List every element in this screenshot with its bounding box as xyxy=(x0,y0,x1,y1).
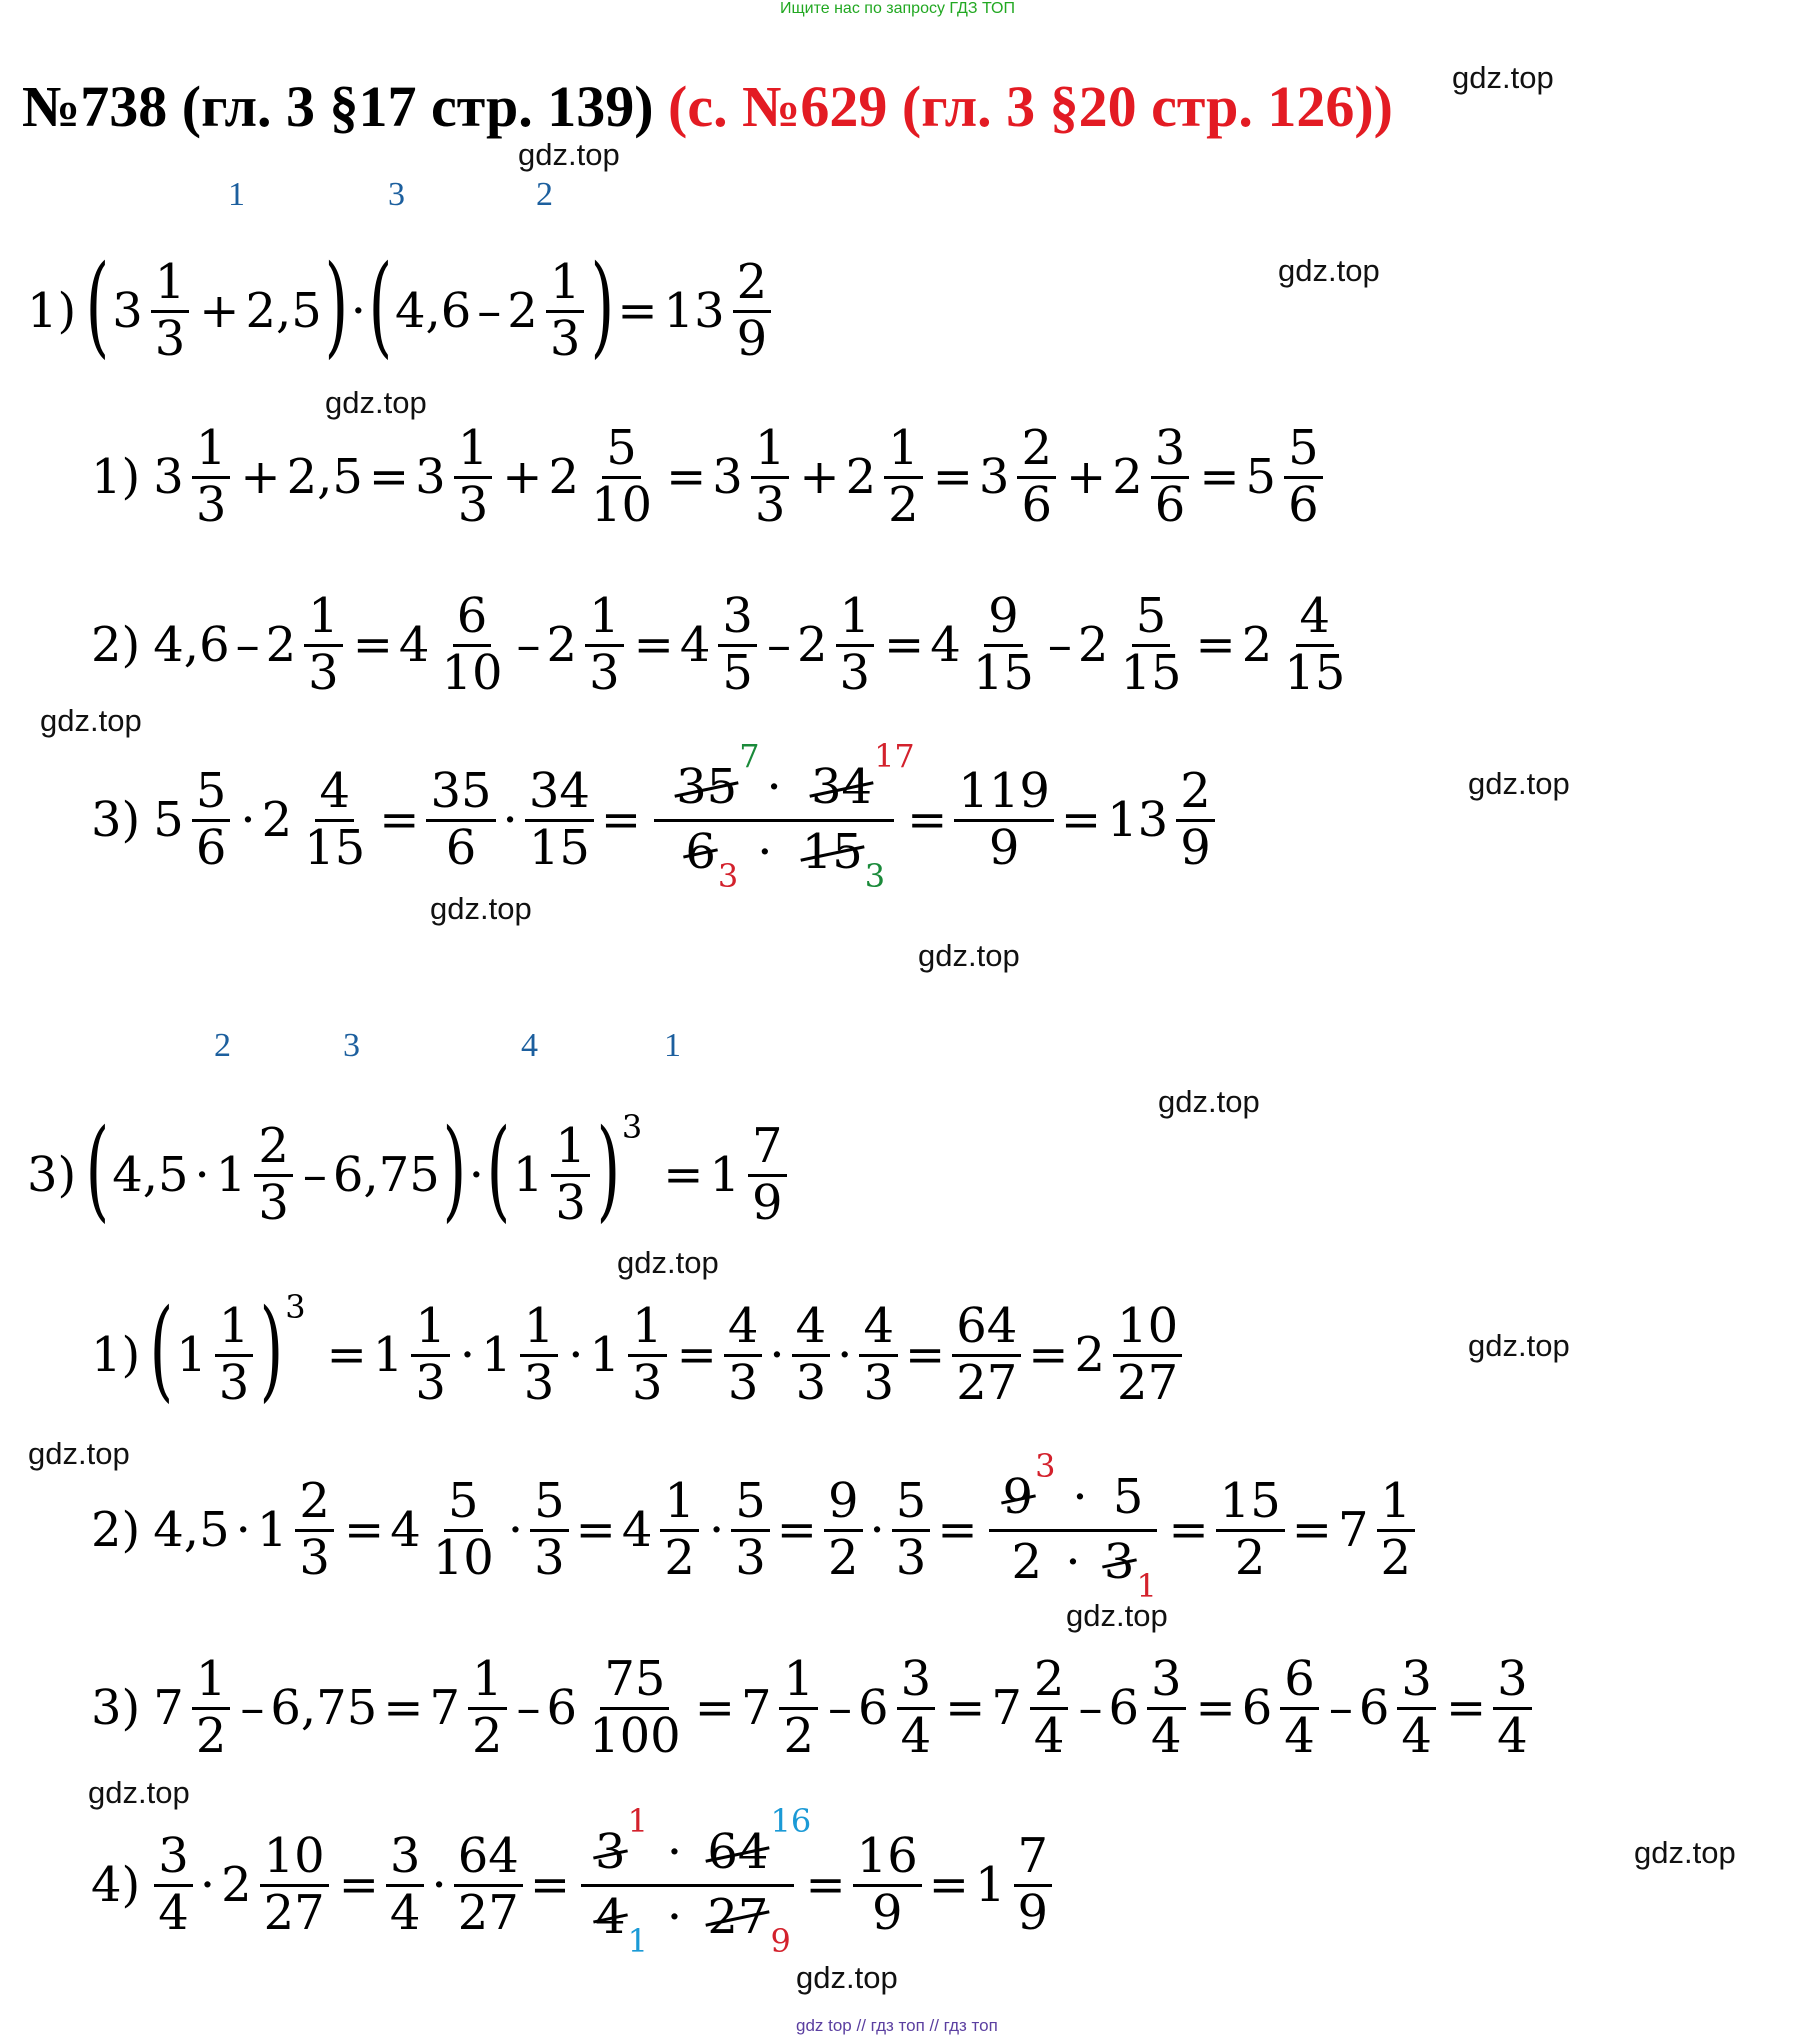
number: 4,5 xyxy=(112,1147,189,1203)
number: 6,75 xyxy=(270,1680,378,1736)
mixed-number: 1 $\frac{1}{3}$ xyxy=(481,1300,562,1411)
watermark: gdz.top xyxy=(430,891,532,926)
cancellation-fraction: 3 1 · 64 16 4 1 · 27 9 xyxy=(581,1826,794,1945)
task3-step4 xyxy=(88,1801,1059,1961)
mixed-number: 1 $\frac{1}{3}$ xyxy=(590,1300,671,1411)
paren-close: ) xyxy=(259,1285,284,1413)
mixed-number: 7 $\frac{1}{2}$ xyxy=(1338,1475,1419,1586)
operator: = xyxy=(676,1327,717,1383)
operator: – xyxy=(516,617,541,673)
watermark: gdz.top xyxy=(617,1245,719,1280)
fraction: $\frac{4}{3}$ xyxy=(859,1300,898,1411)
mixed-number: 2 $\frac{1}{3}$ xyxy=(266,590,347,701)
mixed-number: 6 $\frac{3}{4}$ xyxy=(1108,1653,1189,1764)
task-label: 1) xyxy=(27,283,77,339)
mixed-number: 1 $\frac{1}{3}$ xyxy=(176,1300,257,1411)
operator: · xyxy=(459,1327,476,1383)
operator: = xyxy=(352,617,393,673)
paren-open: ( xyxy=(149,1285,174,1413)
mixed-number: 2 $\frac{4}{15}$ xyxy=(261,762,366,876)
mixed-number: 2 $\frac{1}{3}$ xyxy=(547,590,628,701)
operator: = xyxy=(343,1502,385,1558)
number: 2,5 xyxy=(286,449,363,505)
fraction: $\frac{5}{3}$ xyxy=(530,1475,569,1586)
order-number: 3 xyxy=(388,176,405,213)
fraction: $\frac{3}{4}$ xyxy=(1493,1653,1532,1764)
watermark: gdz.top xyxy=(1158,1084,1260,1119)
operator: · xyxy=(568,1327,584,1383)
watermark: gdz.top xyxy=(1634,1835,1736,1870)
mixed-number: 2 $\frac{1}{3}$ xyxy=(507,256,588,367)
order-number: 2 xyxy=(536,176,553,213)
watermark: gdz.top xyxy=(28,1436,130,1471)
mixed-number: 1 $\frac{2}{3}$ xyxy=(216,1120,297,1231)
task3-step2 xyxy=(88,1446,1422,1606)
operator: = xyxy=(1028,1327,1069,1383)
mixed-number: 2 $\frac{5}{10}$ xyxy=(548,419,653,533)
mixed-number: 2 $\frac{10}{27}$ xyxy=(1075,1300,1187,1411)
mixed-number: 6 $\frac{6}{4}$ xyxy=(1242,1653,1323,1764)
operator: – xyxy=(1047,617,1072,673)
number: 4,6 xyxy=(153,617,230,673)
mixed-number: 2 $\frac{10}{27}$ xyxy=(221,1830,333,1941)
step-label: 3) xyxy=(91,1680,141,1736)
task3-expression xyxy=(24,1105,794,1240)
task1-step3 xyxy=(88,736,1222,896)
operator: – xyxy=(516,1680,541,1736)
fraction: $\frac{34}{15}$ xyxy=(525,765,594,876)
operator: + xyxy=(199,283,240,339)
operator: = xyxy=(338,1857,379,1913)
mixed-number: 3 $\frac{1}{3}$ xyxy=(112,256,193,367)
mixed-number: 4 $\frac{1}{2}$ xyxy=(622,1475,703,1586)
operator: = xyxy=(1195,617,1236,673)
fraction: $\frac{5}{3}$ xyxy=(892,1475,931,1586)
operator: · xyxy=(708,1502,725,1558)
operator: + xyxy=(1066,449,1107,505)
operator: – xyxy=(240,1680,265,1736)
operator: · xyxy=(240,792,256,848)
operator: = xyxy=(633,617,674,673)
watermark: gdz.top xyxy=(1278,253,1380,288)
order-number: 2 xyxy=(214,1027,231,1064)
operator: · xyxy=(199,1857,216,1913)
operator: = xyxy=(1199,449,1240,505)
mixed-number: 3 $\frac{1}{3}$ xyxy=(153,422,234,533)
watermark: gdz.top xyxy=(796,1960,898,1995)
fraction: $\frac{16}{9}$ xyxy=(853,1830,922,1941)
operator: · xyxy=(769,1327,785,1383)
mixed-number: 13 $\frac{2}{9}$ xyxy=(1107,765,1219,876)
operator: = xyxy=(1060,792,1102,848)
operator: = xyxy=(884,617,925,673)
mixed-number: 5 $\frac{5}{6}$ xyxy=(1246,422,1327,533)
watermark: gdz.top xyxy=(1452,60,1554,95)
paren-close: ) xyxy=(596,1105,621,1233)
operator: + xyxy=(799,449,840,505)
step-label: 1) xyxy=(91,449,141,505)
fraction: $\frac{4}{3}$ xyxy=(724,1300,763,1411)
operator: · xyxy=(431,1857,447,1913)
operator: – xyxy=(828,1680,853,1736)
mixed-number: 5 $\frac{5}{6}$ xyxy=(153,765,234,876)
operator: = xyxy=(663,1147,704,1203)
number: 4,5 xyxy=(153,1502,230,1558)
operator: = xyxy=(805,1857,846,1913)
watermark: gdz.top xyxy=(518,137,620,172)
mixed-number: 7 $\frac{2}{4}$ xyxy=(991,1653,1072,1764)
fraction: $\frac{4}{3}$ xyxy=(792,1300,831,1411)
operator: = xyxy=(1168,1502,1209,1558)
operator: = xyxy=(928,1857,969,1913)
operator: · xyxy=(468,1147,484,1203)
task3-step1 xyxy=(88,1285,1189,1420)
mixed-number: 2 $\frac{4}{15}$ xyxy=(1241,587,1346,701)
paren-open: ( xyxy=(85,1105,110,1233)
title-main: №738 (гл. 3 §17 стр. 139) xyxy=(22,74,654,139)
operator: = xyxy=(379,792,420,848)
search-hint[interactable]: Ищите нас по запросу ГДЗ ТОП xyxy=(780,0,1015,17)
paren-open: ( xyxy=(368,241,393,369)
operator: = xyxy=(575,1502,616,1558)
order-number: 1 xyxy=(228,176,245,213)
task-label: 3) xyxy=(27,1147,77,1203)
mixed-number: 1 $\frac{1}{3}$ xyxy=(373,1300,454,1411)
operator: · xyxy=(507,1502,524,1558)
exponent: 3 xyxy=(285,1288,306,1326)
operator: = xyxy=(1195,1680,1236,1736)
mixed-number: 4 $\frac{3}{5}$ xyxy=(680,590,761,701)
mixed-number: 4 $\frac{9}{15}$ xyxy=(930,587,1034,701)
step-label: 4) xyxy=(91,1857,141,1913)
operator: · xyxy=(869,1502,885,1558)
watermark: gdz.top xyxy=(325,385,427,420)
operator: = xyxy=(666,449,707,505)
exponent: 3 xyxy=(621,1108,643,1146)
operator: – xyxy=(1078,1680,1103,1736)
paren-close: ) xyxy=(324,241,349,369)
step-label: 1) xyxy=(91,1327,141,1383)
paren-open: ( xyxy=(85,241,110,369)
number: 6,75 xyxy=(332,1147,440,1203)
operator: · xyxy=(837,1327,853,1383)
mixed-number: 2 $\frac{3}{6}$ xyxy=(1112,422,1193,533)
watermark: gdz.top xyxy=(1066,1598,1168,1633)
cancellation-fraction: 35 7 · 34 17 6 3 · 15 3 xyxy=(654,761,894,880)
step-label: 2) xyxy=(91,617,141,673)
watermark: gdz.top xyxy=(88,1775,190,1810)
operator: = xyxy=(1445,1680,1487,1736)
order-number: 3 xyxy=(343,1027,360,1064)
operator: = xyxy=(326,1327,367,1383)
operator: = xyxy=(945,1680,986,1736)
number: 2,5 xyxy=(245,283,322,339)
operator: – xyxy=(302,1147,327,1203)
operator: = xyxy=(617,283,658,339)
watermark: gdz.top xyxy=(40,703,142,738)
operator: = xyxy=(937,1502,978,1558)
mixed-number: 6 $\frac{75}{100}$ xyxy=(546,1650,681,1764)
mixed-number: 13 $\frac{2}{9}$ xyxy=(664,256,776,367)
fraction: $\frac{9}{2}$ xyxy=(824,1475,863,1586)
task1-step1 xyxy=(88,412,1330,542)
watermark: gdz.top xyxy=(1468,1328,1570,1363)
operator: = xyxy=(907,792,948,848)
mixed-number: 1 $\frac{7}{9}$ xyxy=(709,1120,790,1231)
step-label: 3) xyxy=(91,792,141,848)
mixed-number: 2 $\frac{1}{2}$ xyxy=(846,422,927,533)
step-label: 2) xyxy=(91,1502,141,1558)
operator: = xyxy=(600,792,642,848)
operator: · xyxy=(235,1502,251,1558)
fraction: $\frac{64}{27}$ xyxy=(952,1300,1021,1411)
operator: = xyxy=(932,449,973,505)
mixed-number: 2 $\frac{1}{3}$ xyxy=(797,590,878,701)
operator: · xyxy=(350,283,367,339)
operator: · xyxy=(194,1147,210,1203)
cancellation-fraction: 9 3 · 5 2 · 3 1 xyxy=(989,1471,1158,1590)
mixed-number: 3 $\frac{1}{3}$ xyxy=(415,422,496,533)
fraction: $\frac{3}{4}$ xyxy=(386,1830,425,1941)
watermark: gdz.top xyxy=(1468,766,1570,801)
mixed-number: 4 $\frac{6}{10}$ xyxy=(398,587,503,701)
mixed-number: 2 $\frac{5}{15}$ xyxy=(1077,587,1182,701)
order-number: 4 xyxy=(521,1027,538,1064)
operator: = xyxy=(776,1502,817,1558)
operator: – xyxy=(235,617,260,673)
operator: = xyxy=(694,1680,735,1736)
number: 4,6 xyxy=(394,283,472,339)
operator: + xyxy=(502,449,543,505)
title-alt: (с. №629 (гл. 3 §20 стр. 126)) xyxy=(668,74,1393,139)
page-title xyxy=(22,74,1393,139)
task1-step2 xyxy=(88,580,1356,710)
mixed-number: 1 $\frac{1}{3}$ xyxy=(513,1120,594,1231)
mixed-number: 6 $\frac{3}{4}$ xyxy=(1359,1653,1440,1764)
mixed-number: 7 $\frac{1}{2}$ xyxy=(741,1653,822,1764)
operator: · xyxy=(502,792,518,848)
operator: = xyxy=(383,1680,424,1736)
footer-links[interactable]: gdz top // гдз топ // гдз топ xyxy=(796,2016,998,2035)
mixed-number: 7 $\frac{1}{2}$ xyxy=(429,1653,510,1764)
order-number: 1 xyxy=(664,1027,681,1064)
fraction: $\frac{5}{3}$ xyxy=(731,1475,770,1586)
fraction: $\frac{64}{27}$ xyxy=(454,1830,523,1941)
task1-expression xyxy=(24,241,778,376)
paren-open: ( xyxy=(486,1105,511,1233)
mixed-number: 1 $\frac{2}{3}$ xyxy=(257,1475,338,1586)
operator: = xyxy=(368,449,410,505)
fraction: $\frac{3}{4}$ xyxy=(154,1830,193,1941)
mixed-number: 6 $\frac{3}{4}$ xyxy=(858,1653,939,1764)
operator: + xyxy=(240,449,281,505)
mixed-number: 3 $\frac{2}{6}$ xyxy=(979,422,1060,533)
mixed-number: 1 $\frac{7}{9}$ xyxy=(975,1830,1056,1941)
fraction: $\frac{15}{2}$ xyxy=(1216,1475,1285,1586)
paren-close: ) xyxy=(442,1105,467,1233)
fraction: $\frac{35}{6}$ xyxy=(426,765,495,876)
mixed-number: 7 $\frac{1}{2}$ xyxy=(153,1653,234,1764)
operator: – xyxy=(477,283,502,339)
operator: – xyxy=(766,617,791,673)
operator: – xyxy=(1328,1680,1353,1736)
mixed-number: 4 $\frac{5}{10}$ xyxy=(390,1472,494,1586)
paren-close: ) xyxy=(591,241,615,369)
fraction: $\frac{119}{9}$ xyxy=(954,765,1054,876)
operator: = xyxy=(904,1327,946,1383)
mixed-number: 3 $\frac{1}{3}$ xyxy=(712,422,793,533)
operator: = xyxy=(1291,1502,1332,1558)
operator: = xyxy=(529,1857,571,1913)
watermark: gdz.top xyxy=(918,938,1020,973)
task3-step3 xyxy=(88,1643,1536,1773)
